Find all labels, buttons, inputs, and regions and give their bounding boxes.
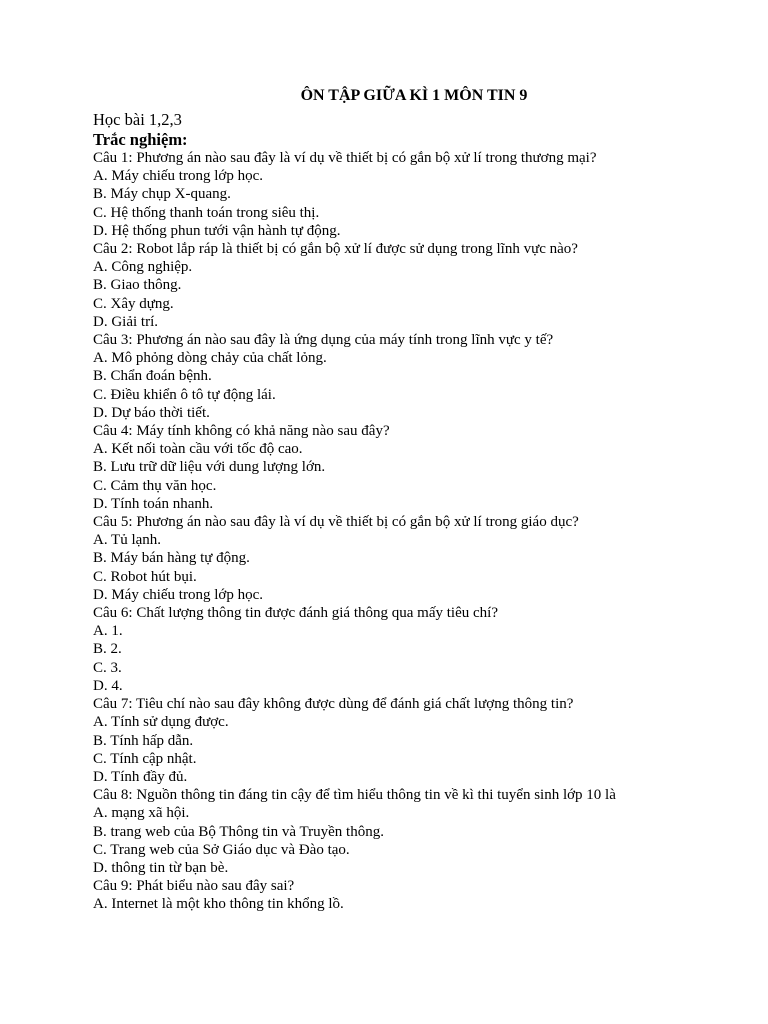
answer-option: A. 1. — [93, 623, 123, 640]
answer-option: D. Tính đầy đủ. — [93, 768, 188, 785]
section-heading: Trắc nghiệm: — [93, 130, 188, 149]
question-prompt: Câu 3: Phương án nào sau đây là ứng dụng của máy tính trong lĩnh vực y tế? — [93, 332, 554, 349]
document-title: ÔN TẬP GIỮA KÌ 1 MÔN TIN 9 — [300, 87, 528, 104]
answer-option: D. 4. — [93, 677, 123, 694]
answer-option: A. Tính sử dụng được. — [93, 714, 229, 731]
question-prompt: Câu 7: Tiêu chí nào sau đây không được dùng để đánh giá chất lượng thông tin? — [93, 696, 574, 713]
question-prompt: Câu 2: Robot lắp ráp là thiết bị có gắn bộ xử lí được sử dụng trong lĩnh vực nào? — [93, 241, 578, 258]
answer-option: B. Máy chụp X-quang. — [93, 186, 231, 203]
answer-option: C. Tính cập nhật. — [93, 750, 197, 767]
answer-option: D. Hệ thống phun tưới vận hành tự động. — [93, 222, 341, 239]
answer-option: B. trang web của Bộ Thông tin và Truyền thông. — [93, 823, 384, 840]
answer-option: A. Kết nối toàn cầu với tốc độ cao. — [93, 441, 303, 458]
question-prompt: Câu 8: Nguồn thông tin đáng tin cậy để tìm hiểu thông tin về kì thi tuyển sinh lớp 10 là — [93, 787, 616, 804]
answer-option: A. Công nghiệp. — [93, 259, 193, 276]
answer-option: A. Tủ lạnh. — [93, 532, 162, 549]
answer-option: C. Cảm thụ văn học. — [93, 477, 217, 494]
answer-option: D. Giải trí. — [93, 313, 158, 330]
answer-option: B. Giao thông. — [93, 277, 182, 294]
answer-option: C. Xây dựng. — [93, 295, 174, 312]
answer-option: A. Máy chiếu trong lớp học. — [93, 168, 263, 185]
answer-option: C. Trang web của Sở Giáo dục và Đào tạo. — [93, 841, 350, 858]
question-prompt: Câu 4: Máy tính không có khả năng nào sau đây? — [93, 423, 390, 440]
answer-option: A. Mô phỏng dòng chảy của chất lỏng. — [93, 350, 327, 367]
question-prompt: Câu 1: Phương án nào sau đây là ví dụ về thiết bị có gắn bộ xử lí trong thương mại? — [93, 150, 597, 166]
answer-option: C. 3. — [93, 659, 122, 676]
lesson-subtitle: Học bài 1,2,3 — [93, 110, 182, 129]
question-prompt: Câu 5: Phương án nào sau đây là ví dụ về thiết bị có gắn bộ xử lí trong giáo dục? — [93, 514, 579, 531]
answer-option: B. Lưu trữ dữ liệu với dung lượng lớn. — [93, 459, 326, 476]
answer-option: B. Máy bán hàng tự động. — [93, 550, 250, 567]
answer-option: B. 2. — [93, 641, 122, 658]
answer-option: C. Hệ thống thanh toán trong siêu thị. — [93, 204, 320, 221]
answer-option: A. mạng xã hội. — [93, 805, 190, 822]
answer-option: D. Tính toán nhanh. — [93, 495, 214, 512]
answer-option: C. Điều khiển ô tô tự động lái. — [93, 386, 276, 403]
question-prompt: Câu 6: Chất lượng thông tin được đánh giá thông qua mấy tiêu chí? — [93, 605, 498, 622]
answer-option: D. Máy chiếu trong lớp học. — [93, 586, 263, 603]
question-list — [93, 149, 733, 914]
answer-option: A. Internet là một kho thông tin khổng lồ. — [93, 896, 344, 913]
answer-option: B. Chẩn đoán bệnh. — [93, 368, 212, 385]
answer-option: B. Tính hấp dẫn. — [93, 732, 194, 749]
document-page — [93, 86, 733, 914]
answer-option: C. Robot hút bụi. — [93, 568, 197, 585]
question-prompt: Câu 9: Phát biểu nào sau đây sai? — [93, 878, 295, 895]
answer-option: D. thông tin từ bạn bè. — [93, 859, 229, 876]
answer-option: D. Dự báo thời tiết. — [93, 404, 210, 421]
